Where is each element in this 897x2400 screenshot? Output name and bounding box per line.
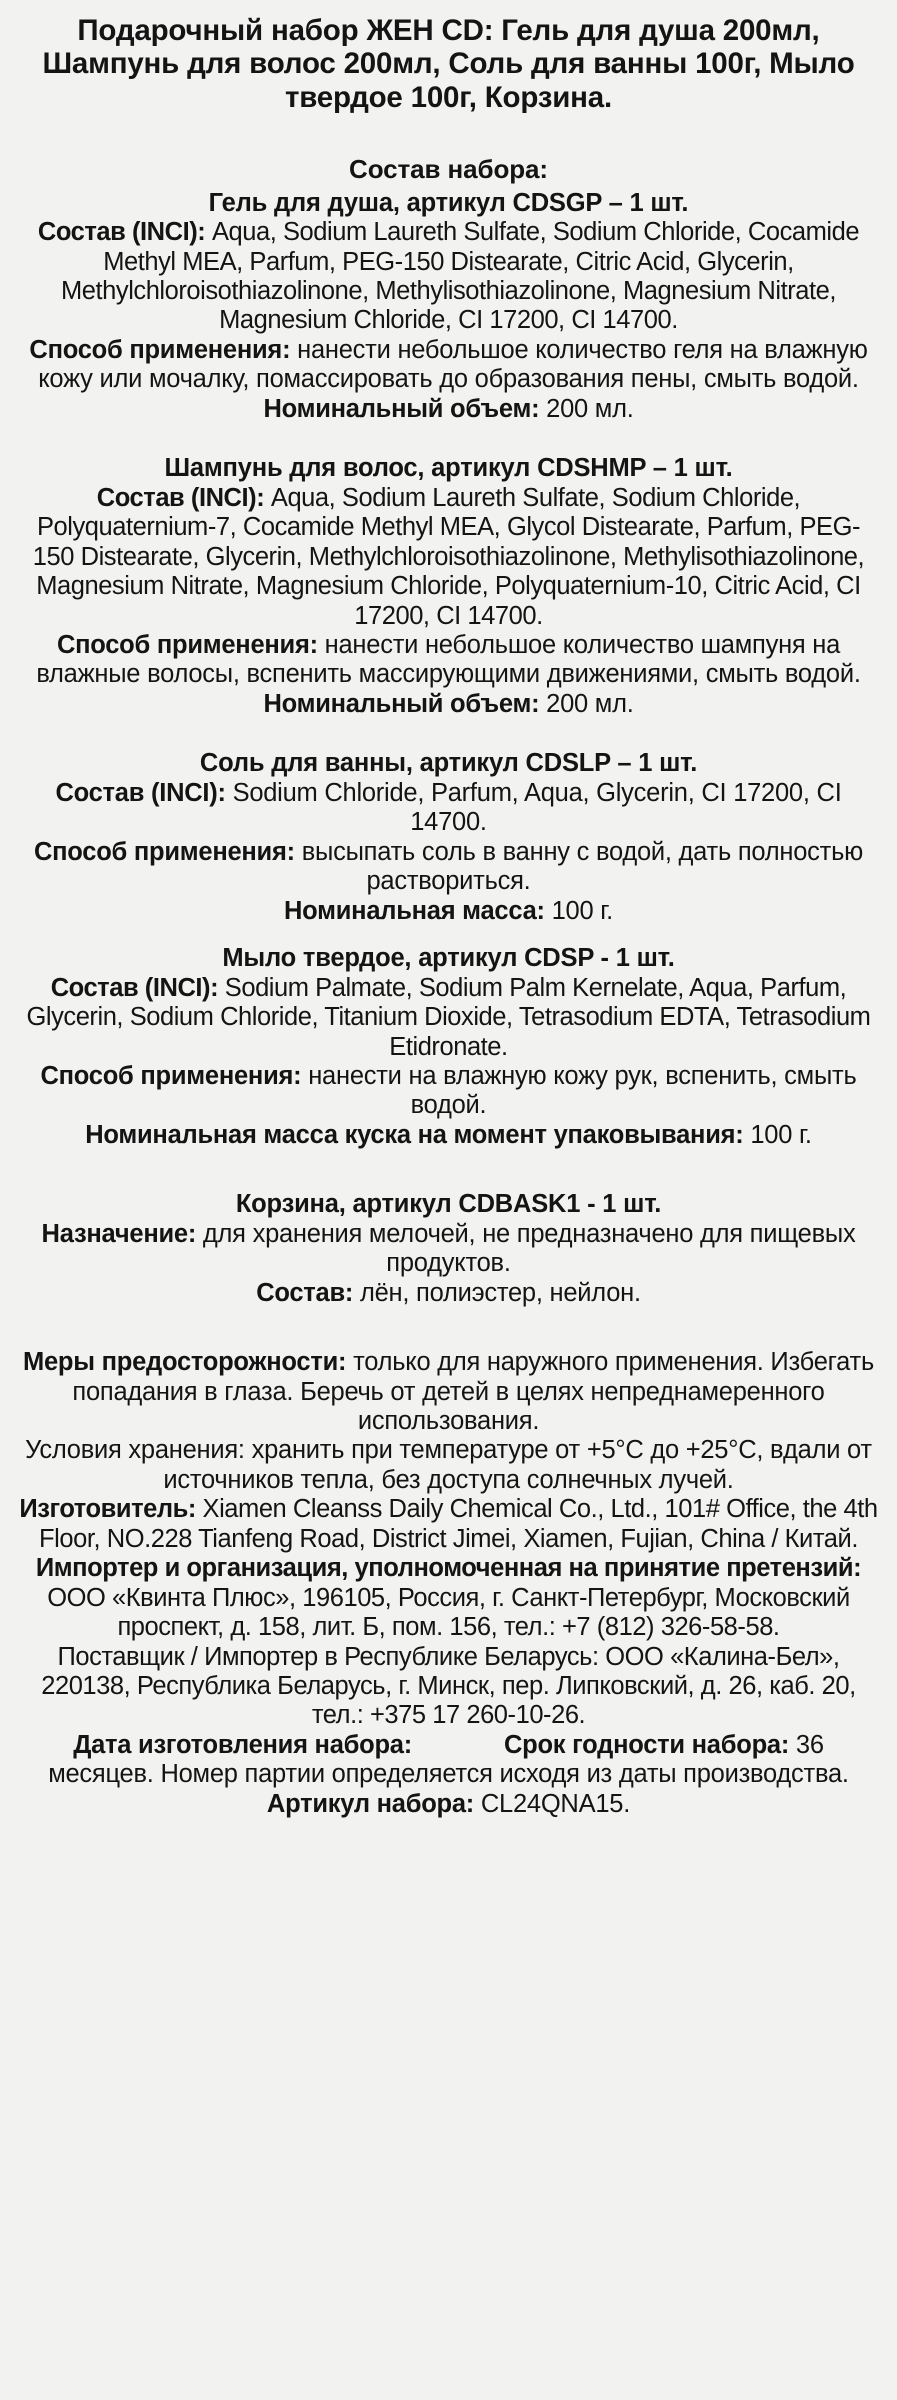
item-heading: Гель для душа, артикул CDSGP – 1 шт. (208, 188, 689, 217)
shelf-life-label: Срок годности набора: (503, 1730, 790, 1759)
inci-value: Sodium Palmate, Sodium Palm Kernelate, Aqua, Parfum, Glycerin, Sodium Chloride, Titanium Dioxide, Tetrasodium EDTA, Tetrasodium Etidronate. (26, 973, 871, 1061)
inci-value: Aqua, Sodium Laureth Sulfate, Sodium Chloride, Polyquaternium-7, Cocamide Methyl MEA, Glycol Distearate, Parfum, PEG-150 Distearate, Glycerin, Methylchloroisothiazolinone, Methylisothiazolinone, Magnesium Nitrate, Magnesium Chloride, Polyquaternium-10, Citric Acid, CI 17200, CI 14700. (32, 483, 865, 630)
inci-value: Sodium Chloride, Parfum, Aqua, Glycerin, CI 17200, CI 14700. (232, 778, 842, 837)
shelf-life-value: 36 месяцев. Номер партии определяется исходя из даты производства. (48, 1730, 849, 1789)
set-composition-heading: Состав набора: (349, 154, 548, 185)
item-inci (18, 484, 879, 631)
amount-value: 100 г. (551, 896, 613, 925)
set-composition-heading-block (18, 154, 879, 184)
precautions-value: только для наружного применения. Избегать попадания в глаза. Беречь от детей в целях непреднамеренного использования. (72, 1348, 874, 1436)
inci-label: Состав (INCI): (37, 218, 206, 247)
item-material (18, 1279, 879, 1308)
date-and-shelf-life (18, 1731, 879, 1790)
usage-label: Способ применения: (56, 630, 318, 659)
inci-value: Aqua, Sodium Laureth Sulfate, Sodium Chloride, Cocamide Methyl MEA, Parfum, PEG-150 Distearate, Citric Acid, Glycerin, Methylchloroisothiazolinone, Methylisothiazolinone, Magnesium Nitrate, Magnesium Chloride, CI 17200, CI 14700. (61, 218, 860, 335)
amount-label: Номинальная масса куска на момент упаковывания: (85, 1120, 744, 1149)
usage-value: нанести небольшое количество шампуня на влажные волосы, вспенить массирующими движениями, смыть водой. (36, 630, 861, 689)
usage-label: Способ применения: (40, 1061, 302, 1090)
precautions (18, 1348, 879, 1436)
item-amount (18, 690, 879, 719)
manufacturer-label: Изготовитель: (19, 1495, 196, 1524)
amount-value: 200 мл. (546, 394, 634, 423)
item-amount (18, 395, 879, 424)
usage-label: Способ применения: (29, 335, 291, 364)
set-article-value: CL24QNA15. (480, 1789, 631, 1818)
item-inci (18, 974, 879, 1062)
importer-value: ООО «Квинта Плюс», 196105, Россия, г. Санкт-Петербург, Московский проспект, д. 158, лит. Б, пом. 156, тел.: +7 (812) 326-58-58. (47, 1583, 850, 1642)
item-amount (18, 897, 879, 926)
set-article (18, 1790, 879, 1819)
production-date-label: Дата изготовления набора: (73, 1730, 412, 1759)
item-hair-shampoo (18, 454, 879, 719)
item-inci (18, 779, 879, 838)
spacer (18, 1150, 879, 1190)
belarus-supplier-label: Поставщик / Импортер в Республике Беларусь: (57, 1642, 599, 1671)
amount-value: 200 мл. (546, 689, 634, 718)
item-solid-soap (18, 944, 879, 1150)
item-heading: Шампунь для волос, артикул CDSHMP – 1 шт. (164, 454, 733, 483)
item-basket (18, 1190, 879, 1308)
purpose-label: Назначение: (41, 1219, 197, 1248)
usage-label: Способ применения: (33, 837, 295, 866)
item-usage (18, 1062, 879, 1121)
usage-value: высыпать соль в ванну с водой, дать полностью раствориться. (301, 837, 864, 896)
spacer (18, 926, 879, 944)
amount-label: Номинальный объем: (263, 394, 540, 423)
label-title-block (18, 14, 879, 114)
inci-label: Состав (INCI): (55, 778, 226, 807)
spacer (18, 719, 879, 749)
item-bath-salt (18, 749, 879, 926)
item-heading: Корзина, артикул CDBASK1 - 1 шт. (235, 1190, 662, 1219)
item-usage (18, 631, 879, 690)
material-label: Состав: (256, 1278, 354, 1307)
storage-conditions: Условия хранения: хранить при температуре от +5°C до +25°C, вдали от источников тепла, без доступа солнечных лучей. (25, 1436, 872, 1494)
item-heading: Мыло твердое, артикул CDSP - 1 шт. (222, 944, 675, 973)
amount-label: Номинальная масса: (283, 896, 545, 925)
usage-value: нанести на влажную кожу рук, вспенить, смыть водой. (308, 1061, 857, 1120)
item-amount (18, 1121, 879, 1150)
manufacturer-value: Xiamen Cleanss Daily Chemical Co., Ltd., 101# Office, the 4th Floor, NO.228 Tianfeng Road, District Jimei, Xiamen, Fujian, China / Китай. (39, 1495, 878, 1553)
legal-footer (18, 1348, 879, 1819)
spacer (18, 1308, 879, 1348)
purpose-value: для хранения мелочей, не предназначено для пищевых продуктов. (202, 1219, 856, 1278)
item-shower-gel (18, 189, 879, 425)
item-purpose (18, 1220, 879, 1279)
spacer (18, 424, 879, 454)
belarus-supplier (18, 1643, 879, 1731)
item-usage (18, 336, 879, 395)
amount-label: Номинальный объем: (263, 689, 540, 718)
spacer (18, 114, 879, 154)
belarus-supplier-value: ООО «Калина-Бел», 220138, Республика Беларусь, г. Минск, пер. Липковский, д. 26, каб. 20, тел.: +375 17 260-10-26. (41, 1642, 856, 1730)
item-usage (18, 838, 879, 897)
amount-value: 100 г. (750, 1120, 812, 1149)
usage-value: нанести небольшое количество геля на влажную кожу или мочалку, помассировать до образования пены, смыть водой. (38, 335, 868, 394)
manufacturer (18, 1495, 879, 1554)
item-heading: Соль для ванны, артикул CDSLP – 1 шт. (199, 749, 698, 778)
importer-label: Импортер и организация, уполномоченная на принятие претензий: (35, 1554, 862, 1583)
inci-label: Состав (INCI): (96, 483, 265, 512)
set-article-label: Артикул набора: (266, 1789, 475, 1818)
inci-label: Состав (INCI): (50, 973, 219, 1002)
material-value: лён, полиэстер, нейлон. (359, 1278, 641, 1307)
item-inci (18, 218, 879, 336)
importer (18, 1554, 879, 1642)
precautions-label: Меры предосторожности: (23, 1348, 347, 1377)
page-title: Подарочный набор ЖЕН CD: Гель для душа 200мл, Шампунь для волос 200мл, Соль для ванны 100г, Мыло твердое 100г, Корзина. (42, 14, 855, 114)
